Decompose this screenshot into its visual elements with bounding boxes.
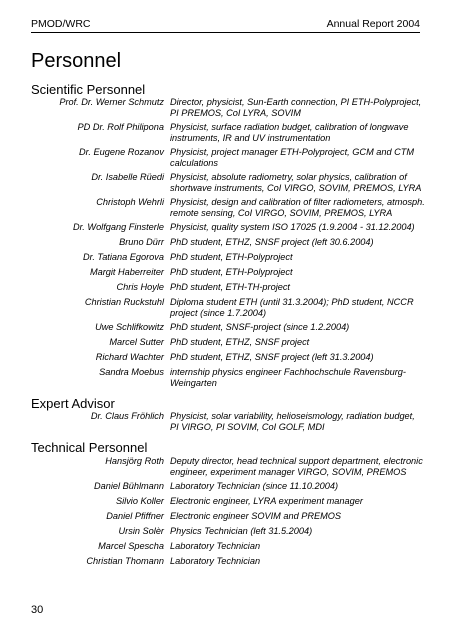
person-role: Laboratory Technician <box>170 541 261 551</box>
section-heading-expert-advisor: Expert Advisor <box>31 396 115 411</box>
person-role: Physicist, absolute radiometry, solar physics, calibration of shortwave instruments, CoI VIRGO, SOVIM, PREMOS, LYRA <box>170 172 422 193</box>
person-name: Dr. Claus Fröhlich <box>90 411 164 421</box>
person-role: Physicist, quality system ISO 17025 (1.9.2004 - 31.12.2004) <box>170 222 415 232</box>
person-role: Electronic engineer SOVIM and PREMOS <box>170 511 342 521</box>
person-role: PhD student, ETH-Polyproject <box>170 252 293 262</box>
person-role: Physicist, project manager ETH-Polyproject, GCM and CTM calculations <box>170 147 415 168</box>
person-role: Physicist, solar variability, helioseismology, radiation budget, PI VIRGO, PI SOVIM, CoI GOLF, MDI <box>170 411 415 432</box>
person-name: Prof. Dr. Werner Schmutz <box>59 97 164 107</box>
person-role: Physicist, surface radiation budget, calibration of longwave instruments, IR and UV instrumentation <box>170 122 409 143</box>
person-role: PhD student, ETH-Polyproject <box>170 267 293 277</box>
person-name: Christian Thomann <box>86 556 164 566</box>
person-role: internship physics engineer Fachhochschule Ravensburg-Weingarten <box>170 367 406 388</box>
person-name: Bruno Dürr <box>119 237 164 247</box>
person-name: PD Dr. Rolf Philipona <box>77 122 164 132</box>
person-role: Deputy director, head technical support department, electronic engineer, experiment manager VIRGO, SOVIM, PREMOS <box>170 456 423 477</box>
person-name: Hansjörg Roth <box>105 456 164 466</box>
person-role: PhD student, ETHZ, SNSF project (left 30.6.2004) <box>170 237 374 247</box>
header-report-title: Annual Report 2004 <box>326 18 420 30</box>
person-role: Laboratory Technician (since 11.10.2004) <box>170 481 339 491</box>
person-name: Dr. Wolfgang Finsterle <box>72 222 164 232</box>
person-name: Richard Wachter <box>95 352 164 362</box>
person-role: Physics Technician (left 31.5.2004) <box>170 526 313 536</box>
page-title: Personnel <box>31 50 122 72</box>
header-organization: PMOD/WRC <box>31 18 91 30</box>
person-role: Physicist, design and calibration of filter radiometers, atmosph. remote sensing, CoI VIRGO, SOVIM, PREMOS, LYRA <box>170 197 425 218</box>
person-name: Christian Ruckstuhl <box>84 297 164 307</box>
person-name: Chris Hoyle <box>116 282 164 292</box>
person-name: Daniel Bühlmann <box>94 481 164 491</box>
person-name: Dr. Eugene Rozanov <box>79 147 164 157</box>
page-number: 30 <box>31 604 44 616</box>
person-role: Electronic engineer, LYRA experiment manager <box>170 496 363 506</box>
person-name: Ursin Solèr <box>118 526 164 536</box>
person-role: Diploma student ETH (until 31.3.2004); PhD student, NCCR project (since 1.7.2004) <box>170 297 414 318</box>
page-header <box>31 16 420 33</box>
person-role: PhD student, ETHZ, SNSF project <box>170 337 310 347</box>
person-role: Laboratory Technician <box>170 556 261 566</box>
person-name: Marcel Sutter <box>109 337 164 347</box>
person-name: Silvio Koller <box>116 496 164 506</box>
person-name: Christoph Wehrli <box>96 197 164 207</box>
person-name: Dr. Isabelle Rüedi <box>91 172 164 182</box>
person-name: Dr. Tatiana Egorova <box>82 252 164 262</box>
person-role: PhD student, ETH-TH-project <box>170 282 290 292</box>
person-role: PhD student, ETHZ, SNSF project (left 31.3.2004) <box>170 352 374 362</box>
person-role: PhD student, SNSF-project (since 1.2.2004) <box>170 322 350 332</box>
section-heading-scientific: Scientific Personnel <box>31 82 146 97</box>
person-name: Uwe Schlifkowitz <box>95 322 164 332</box>
person-name: Sandra Moebus <box>99 367 164 377</box>
person-name: Daniel Pfiffner <box>106 511 164 521</box>
person-name: Marcel Spescha <box>98 541 164 551</box>
section-heading-technical: Technical Personnel <box>31 440 148 455</box>
person-name: Margit Haberreiter <box>89 267 164 277</box>
person-role: Director, physicist, Sun-Earth connection, PI ETH-Polyproject, PI PREMOS, CoI LYRA, SOVIM <box>170 97 422 118</box>
